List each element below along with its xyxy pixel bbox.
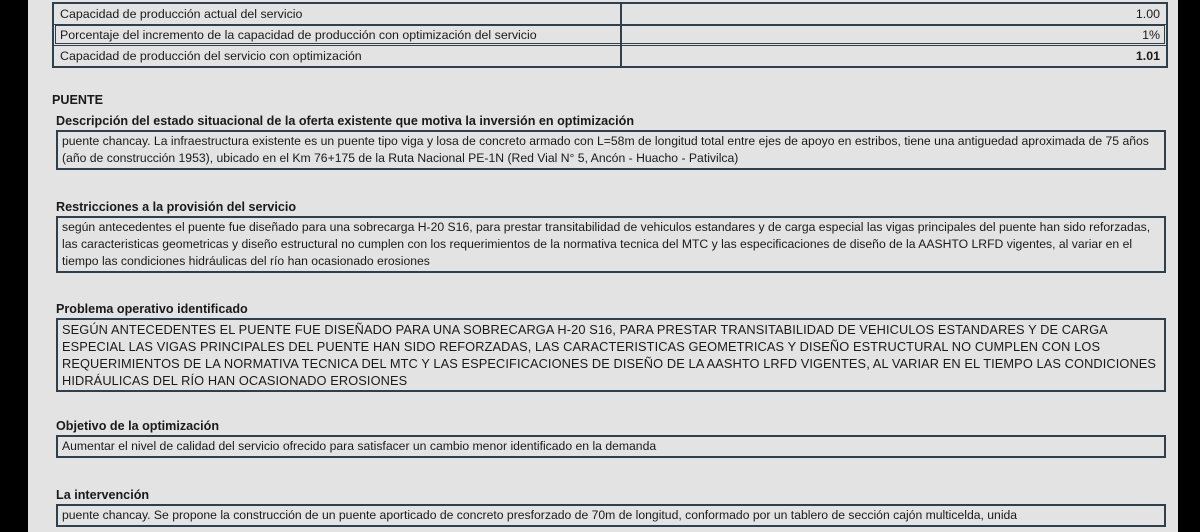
section-title: PUENTE xyxy=(52,93,104,107)
capacity-label: Capacidad de producción actual del servicio xyxy=(54,4,622,24)
document-page xyxy=(28,0,1178,532)
restricciones-block xyxy=(56,199,1166,273)
block-text: Aumentar el nivel de calidad del servicio ofrecido para satisfacer un cambio menor identificado en la demanda xyxy=(56,435,1166,458)
block-title: Problema operativo identificado xyxy=(56,302,248,316)
capacity-value: 1.01 xyxy=(1135,49,1160,63)
block-text: puente chancay. La infraestructura existente es un puente tipo viga y losa de concreto armado con L=58m de longitud total entre ejes de apoyo en estribos, tiene una antiguedad aproximada de 75 años (año de construcción 1953), ubicado en el Km 76+175 de la Ruta Nacional PE-1N (Red Vial N° 5, Ancón - Huacho - Pativilca) xyxy=(56,130,1166,170)
block-text: SEGÚN ANTECEDENTES EL PUENTE FUE DISEÑADO PARA UNA SOBRECARGA H-20 S16, PARA PRESTAR TRANSITABILIDAD DE VEHICULOS ESTANDARES Y DE CARGA ESPECIAL LAS VIGAS PRINCIPALES DEL PUENTE HAN SIDO REFORZADAS, LAS CARACTERISTICAS GEOMETRICAS Y DISEÑO ESTRUCTURAL NO CUMPLEN CON LOS REQUERIMIENTOS DE LA NORMATIVA TECNICA DEL MTC Y LAS ESPECIFICACIONES DE DISEÑO DE LA AASHTO LRFD VIGENTES, AL VARIAR EN EL TIEMPO LAS CONDICIONES HIDRÁULICAS DEL RÍO HAN OCASIONADO EROSIONES xyxy=(56,318,1166,392)
table-row xyxy=(54,24,1166,45)
objetivo-block xyxy=(56,418,1166,458)
block-title: Descripción del estado situacional de la oferta existente que motiva la inversión en optimización xyxy=(56,114,635,128)
block-title: Restricciones a la provisión del servicio xyxy=(56,200,297,214)
block-title: La intervención xyxy=(56,488,150,502)
table-row xyxy=(54,45,1166,66)
capacity-value: 1% xyxy=(1142,28,1160,42)
descripcion-block xyxy=(56,113,1166,170)
table-row xyxy=(54,4,1166,24)
capacity-table xyxy=(52,2,1168,68)
capacity-label: Porcentaje del incremento de la capacidad de producción con optimización del servicio xyxy=(54,25,622,45)
problema-block xyxy=(56,301,1166,392)
intervencion-block xyxy=(56,487,1166,527)
capacity-value: 1.00 xyxy=(1135,7,1160,21)
block-text: según antecedentes el puente fue diseñado para una sobrecarga H-20 S16, para prestar transitabilidad de vehiculos estandares y de carga especial las vigas principales del puente han sido reforzadas, las caracteristicas geometricas y diseño estructural no cumplen con los requerimientos de la normativa tecnica del MTC y las especificaciones de diseño de la AASHTO LRFD vigentes, al variar en el tiempo las condiciones hidráulicas del río han ocasionado erosiones xyxy=(56,216,1166,273)
block-text: puente chancay. Se propone la construcción de un puente aporticado de concreto presforzado de 70m de longitud, conformado por un tablero de sección cajón multicelda, unida xyxy=(56,504,1166,527)
block-title: Objetivo de la optimización xyxy=(56,419,220,433)
capacity-label: Capacidad de producción del servicio con optimización xyxy=(54,46,622,66)
